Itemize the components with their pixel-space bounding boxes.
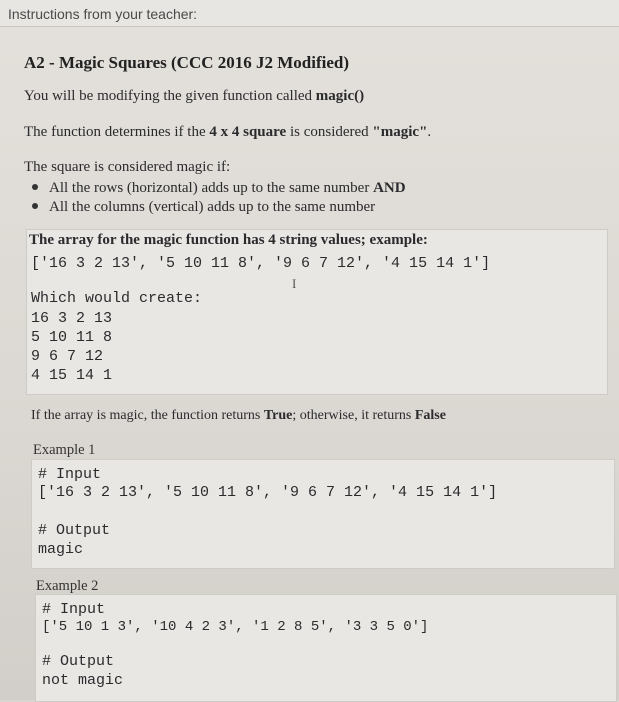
return-mid: ; otherwise, it returns (292, 408, 415, 423)
which-would-create-label: Which would create: (31, 290, 203, 307)
instructions-header-text: Instructions from your teacher: (8, 6, 198, 22)
return-false: False (414, 408, 446, 423)
intro-2-text: The function determines if the (24, 124, 210, 140)
array-example-code: ['16 3 2 13', '5 10 11 8', '9 6 7 12', '4 15 14 1'] (31, 255, 491, 272)
example-input-code: ['5 10 1 3', '10 4 2 3', '1 2 8 5', '3 3 5 0'] (42, 619, 429, 635)
grid-row: 16 3 2 13 (31, 310, 113, 327)
intro-2-end: . (427, 124, 432, 140)
text-cursor-icon: I (292, 276, 297, 291)
grid-row: 9 6 7 12 (31, 348, 104, 365)
bullet-icon (32, 184, 38, 190)
example-output-code: not magic (42, 672, 124, 689)
rule-text: All the rows (horizontal) adds up to the same number (49, 180, 374, 196)
bullet-icon (32, 203, 38, 209)
intro-2-bold-2: "magic" (372, 124, 428, 140)
grid-row: 5 10 11 8 (31, 329, 113, 346)
return-true: True (263, 408, 293, 423)
return-description (31, 408, 446, 424)
example-output-code: magic (38, 541, 84, 558)
intro-1-text: You will be modifying the given function called (24, 88, 316, 104)
intro-line-2 (24, 124, 431, 141)
instructions-header (0, 0, 619, 27)
intro-1-bold: magic() (315, 88, 365, 104)
array-heading: The array for the magic function has 4 string values; example: (29, 232, 428, 248)
example-label: Example 2 (36, 578, 99, 594)
return-text: If the array is magic, the function returns (31, 408, 264, 423)
rule-bold: AND (373, 180, 406, 196)
intro-2-bold-1: 4 x 4 square (209, 124, 287, 140)
intro-line-1 (24, 88, 364, 105)
rule-item (32, 180, 406, 197)
output-comment: # Output (38, 522, 111, 539)
array-example-box (26, 229, 608, 395)
intro-2-mid: is considered (286, 124, 373, 140)
example-label: Example 1 (33, 442, 96, 458)
example-2-box (35, 594, 617, 702)
example-input-code: ['16 3 2 13', '5 10 11 8', '9 6 7 12', '4 15 14 1'] (38, 484, 498, 501)
grid-row: 4 15 14 1 (31, 367, 113, 384)
example-1-box (31, 459, 615, 569)
input-comment: # Input (38, 466, 102, 483)
input-comment: # Input (42, 601, 106, 618)
rule-text: All the columns (vertical) adds up to the same number (49, 199, 376, 215)
rule-heading: The square is considered magic if: (24, 159, 231, 175)
rule-item (32, 199, 375, 216)
page-title: A2 - Magic Squares (CCC 2016 J2 Modified) (24, 53, 350, 72)
output-comment: # Output (42, 653, 115, 670)
